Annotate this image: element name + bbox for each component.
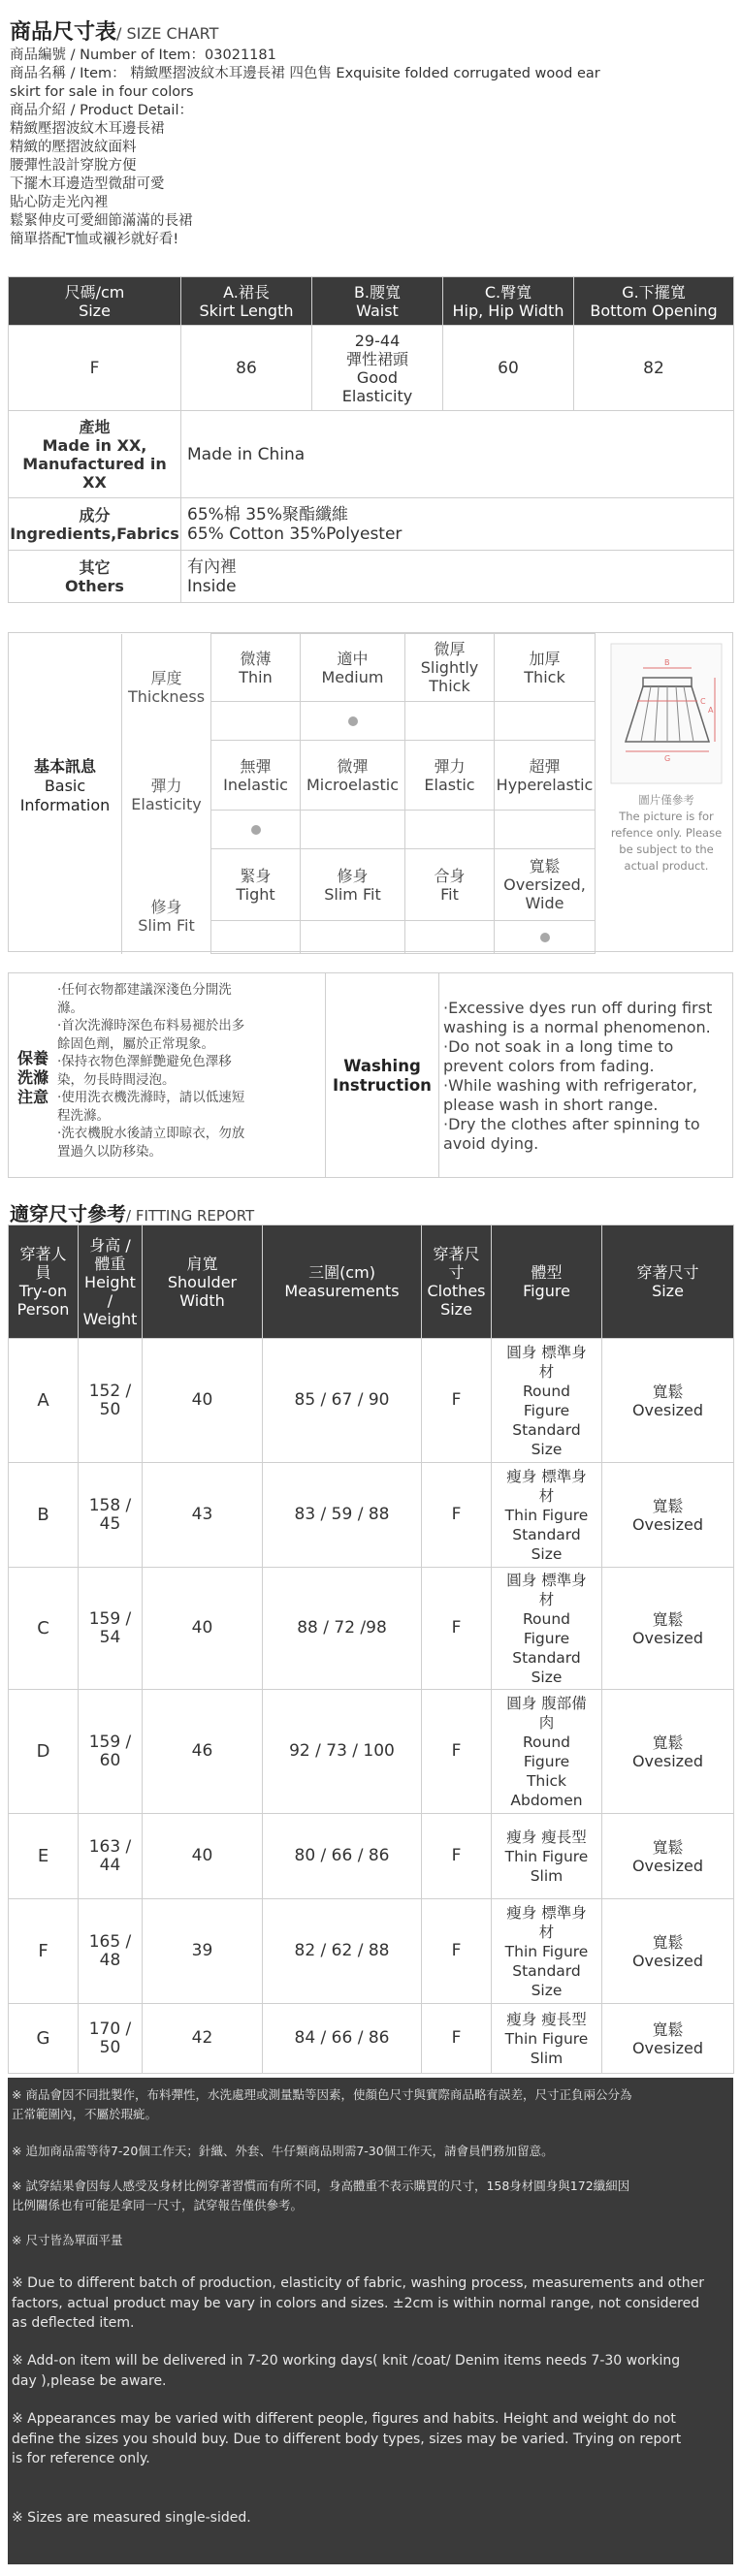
cell-line: Standard	[512, 1961, 581, 1980]
clothes-size-value: F	[451, 1846, 462, 1865]
person-id-cell	[9, 1463, 79, 1568]
note-item	[12, 2142, 729, 2161]
figure-cell	[492, 1339, 602, 1463]
fit-size-cell	[602, 1899, 734, 2004]
note-line: ※ 商品會因不同批製作，布料彈性，水洗處理或測量點等因素，使顏色尺寸與實際商品略有誤差，尺寸正負兩公分為	[12, 2087, 632, 2102]
washing-line: ·Dry the clothes after spinning to	[443, 1115, 700, 1133]
measurements-value: 85 / 67 / 90	[294, 1390, 390, 1410]
note-line: is for reference only.	[12, 2451, 150, 2466]
washing-line: ·使用洗衣機洗滌時，請以低速短	[57, 1090, 245, 1105]
measurements-cell	[263, 1814, 422, 1899]
elasticity-marker-cell	[405, 811, 495, 849]
note-item	[12, 2177, 729, 2215]
cell-line: 寬鬆	[652, 1733, 684, 1752]
note-line: ※ Due to different batch of production, elasticity of fabric, washing process, measurements and other	[12, 2275, 704, 2291]
note-item	[12, 2085, 729, 2124]
waist-cell: 29-44 彈性裙頭 Good Elasticity	[312, 326, 443, 411]
height-weight-cell	[79, 1339, 143, 1463]
product-info-line: 下擺木耳邊造型微甜可愛	[10, 176, 165, 192]
others-row	[9, 551, 734, 603]
clothes-size-value: F	[451, 1505, 462, 1524]
cell-line: 159 /	[88, 1608, 132, 1629]
fit-size-cell	[602, 1568, 734, 1690]
product-info-line: 貼心防走光內裡	[10, 195, 109, 210]
product-info-line: 商品編號 / Number of Item：03021181	[10, 48, 276, 63]
note-line: factors, actual product may be vary in colors and sizes. ±2cm is within normal range, not considered	[12, 2295, 700, 2311]
cell-line: Ovesized	[631, 2038, 704, 2057]
washing-line: ·Do not soak in a long time to	[443, 1037, 674, 1056]
measurements-value: 88 / 72 /98	[297, 1618, 387, 1638]
ingredients-label: 成分 Ingredients,Fabrics	[9, 498, 181, 551]
cell-line: Ovesized	[631, 1856, 704, 1875]
shoulder-cell	[143, 1339, 263, 1463]
note-line: ※ Add-on item will be delivered in 7-20 working days( knit /coat/ Denim items needs 7-30 working	[12, 2353, 681, 2369]
slim-fit-marker-cell	[211, 921, 301, 954]
cell-line: 寬鬆	[652, 1382, 684, 1401]
cell-line: 163 /	[88, 1836, 132, 1857]
shoulder-value: 39	[191, 1941, 213, 1960]
height-weight-cell	[79, 2004, 143, 2074]
washing-line: prevent colors from fading.	[443, 1057, 655, 1075]
person-id-cell	[9, 1690, 79, 1814]
washing-instruction-label: Washing Instruction	[325, 973, 439, 1177]
notes-en-panel	[8, 2262, 733, 2564]
product-info-line: 鬆緊伸皮可愛細節滿滿的長裙	[10, 213, 193, 229]
size-cell: F	[9, 326, 181, 411]
cell-line: Thin Figure	[504, 1506, 589, 1524]
cell-line: 肉	[538, 1713, 555, 1732]
clothes-size-value: F	[451, 1618, 462, 1638]
measure-label-g: G	[664, 754, 671, 763]
origin-label: 產地 Made in XX, Manufactured in XX	[9, 411, 181, 498]
origin-row	[9, 411, 734, 498]
size-table-header-cell: C.臀寬 Hip, Hip Width	[443, 277, 574, 326]
measurements-value: 83 / 59 / 88	[294, 1505, 390, 1524]
thickness-marker-cell	[301, 702, 405, 741]
cell-line: Figure	[523, 1752, 570, 1770]
note-line: day ),please be aware.	[12, 2372, 167, 2389]
cell-line: Standard	[512, 1420, 581, 1439]
figure-cell	[492, 1463, 602, 1568]
measurements-value: 80 / 66 / 86	[294, 1846, 390, 1865]
selected-marker-dot	[540, 933, 550, 942]
fitting-body	[9, 1339, 734, 2074]
cell-line: Standard	[512, 1525, 581, 1543]
measure-label-b: B	[664, 658, 670, 667]
measure-label-c: C	[700, 697, 706, 706]
elasticity-option: 無彈 Inelastic	[211, 741, 301, 811]
fitting-report-title-en: / FITTING REPORT	[126, 1207, 255, 1224]
cell-line: 寬鬆	[652, 1837, 684, 1857]
shoulder-value: 40	[191, 1618, 213, 1638]
fitting-header-cell: 肩寬 Shoulder Width	[143, 1225, 263, 1339]
fitting-header-cell: 三圍(cm) Measurements	[263, 1225, 422, 1339]
cell-line: Thick	[526, 1771, 567, 1790]
fitting-row	[9, 1339, 734, 1463]
figure-cell	[492, 1568, 602, 1690]
cell-line: 圓身 腹部備	[506, 1694, 587, 1712]
cell-line: 寬鬆	[652, 1609, 684, 1629]
product-info	[10, 47, 732, 249]
cell-line: Round	[522, 1733, 571, 1751]
note-line: ※ Sizes are measured single-sided.	[12, 2510, 251, 2526]
cell-line: Ovesized	[631, 1751, 704, 1770]
product-info-line: 精緻的壓摺波紋面料	[10, 140, 137, 155]
person-id: D	[36, 1741, 50, 1762]
elasticity-option: 彈力 Elastic	[405, 741, 495, 811]
cell-line: 48	[99, 1950, 121, 1970]
shoulder-value: 42	[191, 2028, 213, 2048]
measurements-value: 84 / 66 / 86	[294, 2028, 390, 2048]
washing-line: 染，勿長時間浸泡。	[57, 1071, 176, 1088]
washing-instructions-en	[443, 999, 730, 1154]
cell-line: 50	[99, 1399, 121, 1419]
measurements-value: 82 / 62 / 88	[294, 1941, 390, 1960]
fitting-header-cell: 身高 / 體重 Height / Weight	[79, 1225, 143, 1339]
person-id: E	[37, 1846, 49, 1866]
height-weight-cell	[79, 1463, 143, 1568]
cell-line: Figure	[523, 1401, 570, 1419]
figure-cell	[492, 2004, 602, 2074]
cell-line: 瘦身 標準身	[506, 1903, 587, 1922]
shoulder-cell	[143, 1814, 263, 1899]
height-weight-cell	[79, 1899, 143, 2004]
cell-line: Thin Figure	[504, 2029, 589, 2048]
note-item	[12, 2231, 729, 2250]
washing-line: ·Excessive dyes run off during first	[443, 999, 713, 1017]
fitting-header-cell: 穿著尺 寸 Clothes Size	[422, 1225, 492, 1339]
basic-info-panel	[8, 632, 733, 952]
fitting-row	[9, 1814, 734, 1899]
bottom-opening-cell: 82	[574, 326, 734, 411]
cell-line: 60	[99, 1750, 121, 1770]
selected-marker-dot	[251, 825, 261, 835]
clothes-size-cell	[422, 1899, 492, 2004]
cell-line: 寬鬆	[652, 1932, 684, 1952]
note-item	[12, 2274, 729, 2334]
size-table	[8, 276, 734, 603]
size-table-header-cell: 尺碼/cm Size	[9, 277, 181, 326]
measurements-cell	[263, 2004, 422, 2074]
clothes-size-value: F	[451, 2028, 462, 2048]
fitting-row	[9, 2004, 734, 2074]
washing-line: 置過久以防移染。	[57, 1143, 162, 1160]
washing-line: ·While washing with refrigerator,	[443, 1076, 697, 1095]
measure-label-a: A	[708, 706, 714, 715]
cell-line: Slim	[530, 1866, 564, 1885]
person-id: G	[36, 2028, 50, 2049]
cell-line: Ovesized	[631, 1400, 704, 1419]
fitting-header-cell: 穿著人 員 Try-on Person	[9, 1225, 79, 1339]
cell-line: 寬鬆	[652, 1496, 684, 1515]
person-id: A	[37, 1390, 49, 1411]
clothes-size-cell	[422, 1463, 492, 1568]
product-info-line: 商品名稱 / Item： 精緻壓摺波紋木耳邊長裙 四色售 Exquisite folded corrugated wood ear	[10, 66, 600, 81]
cell-line: Figure	[523, 1629, 570, 1647]
fitting-header-row	[9, 1225, 734, 1339]
fitting-row	[9, 1899, 734, 2004]
thickness-option: 微厚 Slightly Thick	[405, 634, 495, 702]
cell-line: Abdomen	[510, 1791, 583, 1809]
selected-marker-dot	[348, 716, 358, 726]
clothes-size-cell	[422, 1339, 492, 1463]
person-id-cell	[9, 1339, 79, 1463]
shoulder-cell	[143, 1899, 263, 2004]
cell-line: Size	[531, 1440, 563, 1458]
cell-line: 54	[99, 1627, 121, 1647]
cell-line: 45	[99, 1513, 121, 1534]
cell-line: 寬鬆	[652, 2019, 684, 2039]
note-line: ※ 試穿結果會因每人感受及身材比例穿著習慣而有所不同，身高體重不表示購買的尺寸，158身材圓身與172纖細因	[12, 2178, 630, 2193]
thickness-option: 適中 Medium	[301, 634, 405, 702]
skirt-length-cell: 86	[181, 326, 312, 411]
measurements-cell	[263, 1339, 422, 1463]
cell-line: 50	[99, 2037, 121, 2057]
skirt-diagram-illustration	[608, 641, 725, 786]
size-table-header-row	[9, 277, 734, 326]
shoulder-cell	[143, 1690, 263, 1814]
clothes-size-cell	[422, 1814, 492, 1899]
person-id-cell	[9, 1568, 79, 1690]
clothes-size-value: F	[451, 1941, 462, 1960]
size-table-header-cell: A.裙長 Skirt Length	[181, 277, 312, 326]
measurements-cell	[263, 1568, 422, 1690]
origin-value: Made in China	[181, 411, 734, 498]
cell-line: Slim	[530, 2049, 564, 2067]
cell-line: 158 /	[88, 1495, 132, 1515]
picture-caption: 圖片僅參考 The picture is for refence only. Please be subject to the actual product.	[610, 793, 723, 873]
height-weight-cell	[79, 1814, 143, 1899]
shoulder-value: 46	[191, 1741, 213, 1761]
cell-line: Size	[531, 1668, 563, 1686]
cell-line: Round	[522, 1382, 571, 1400]
clothes-size-cell	[422, 2004, 492, 2074]
elasticity-marker-cell	[211, 811, 301, 849]
slim-fit-option: 合身 Fit	[405, 849, 495, 921]
size-chart-title-en: / SIZE CHART	[116, 24, 219, 43]
elasticity-marker-cell	[301, 811, 405, 849]
washing-line: 程洗滌。	[57, 1107, 110, 1124]
product-info-line: 精緻壓摺波紋木耳邊長裙	[10, 121, 165, 137]
person-id: B	[37, 1505, 49, 1525]
note-line: ※ 追加商品需等待7-20個工作天；針織、外套、牛仔類商品則需7-30個工作天，請會員們務加留意。	[12, 2144, 554, 2158]
clothes-size-cell	[422, 1568, 492, 1690]
fitting-header-cell: 體型 Figure	[492, 1225, 602, 1339]
elasticity-option: 微彈 Microelastic	[301, 741, 405, 811]
cell-line: 瘦身 瘦長型	[506, 1828, 587, 1846]
height-weight-cell	[79, 1568, 143, 1690]
slim-fit-marker-cell	[301, 921, 405, 954]
measurements-cell	[263, 1899, 422, 2004]
washing-line: please wash in short range.	[443, 1096, 659, 1114]
cell-line: Ovesized	[631, 1951, 704, 1970]
clothes-size-value: F	[451, 1741, 462, 1761]
clothes-size-cell	[422, 1690, 492, 1814]
figure-cell	[492, 1690, 602, 1814]
cell-line: 44	[99, 1855, 121, 1875]
elasticity-marker-cell	[495, 811, 596, 849]
cell-line: Standard	[512, 1648, 581, 1667]
product-info-line: 腰彈性設計穿脫方便	[10, 158, 137, 174]
note-line: as deflected item.	[12, 2315, 135, 2331]
measurements-cell	[263, 1690, 422, 1814]
measurements-value: 92 / 73 / 100	[289, 1741, 395, 1761]
shoulder-cell	[143, 2004, 263, 2074]
product-info-line: skirt for sale in four colors	[10, 84, 194, 100]
shoulder-cell	[143, 1568, 263, 1690]
figure-cell	[492, 1899, 602, 2004]
hip-cell: 60	[443, 326, 574, 411]
slim-fit-marker-cell	[405, 921, 495, 954]
height-weight-cell	[79, 1690, 143, 1814]
fit-size-cell	[602, 1690, 734, 1814]
fit-size-cell	[602, 1814, 734, 1899]
elasticity-option: 超彈 Hyperelastic	[495, 741, 596, 811]
fitting-report-header	[10, 1198, 254, 1226]
fitting-row	[9, 1690, 734, 1814]
cell-line: 170 /	[88, 2019, 132, 2039]
person-id: F	[38, 1941, 48, 1961]
slim-fit-option: 寬鬆 Oversized, Wide	[495, 849, 596, 921]
cell-line: Ovesized	[631, 1514, 704, 1534]
note-line: ※ 尺寸皆為單面平量	[12, 2233, 123, 2247]
fitting-table	[8, 1224, 734, 2074]
cell-line: Round	[522, 1609, 571, 1628]
washing-instructions-zh	[57, 981, 325, 1161]
note-line: define the sizes you should buy. Due to different body types, sizes may be varied. Trying on report	[12, 2431, 682, 2447]
thickness-option: 微薄 Thin	[211, 634, 301, 702]
ingredients-value: 65%棉 35%聚酯纖維 65% Cotton 35%Polyester	[181, 498, 734, 551]
cell-line: 圓身 標準身	[506, 1571, 587, 1589]
fit-size-cell	[602, 2004, 734, 2074]
cell-line: 材	[538, 1486, 555, 1505]
thickness-option: 加厚 Thick	[495, 634, 596, 702]
washing-line: avoid dying.	[443, 1134, 539, 1153]
washing-line: 滌。	[57, 1000, 83, 1016]
ingredients-row	[9, 498, 734, 551]
cell-line: Thin Figure	[504, 1942, 589, 1960]
size-chart-header	[10, 16, 218, 46]
person-id-cell	[9, 2004, 79, 2074]
cell-line: Size	[531, 1981, 563, 1999]
others-label: 其它 Others	[9, 551, 181, 603]
measurements-cell	[263, 1463, 422, 1568]
elasticity-label: 彈力 Elasticity	[122, 741, 211, 849]
size-table-header-cell: B.腰寬 Waist	[312, 277, 443, 326]
cell-line: 165 /	[88, 1931, 132, 1952]
cell-line: 材	[538, 1362, 555, 1381]
thickness-marker-cell	[211, 702, 301, 741]
fitting-row	[9, 1463, 734, 1568]
cell-line: 材	[538, 1590, 555, 1608]
notes-zh-panel	[8, 2078, 733, 2262]
washing-title: 保養 洗滌 注意	[16, 1049, 48, 1106]
washing-panel	[8, 972, 733, 1178]
cell-line: Size	[531, 1544, 563, 1563]
note-item	[12, 2351, 729, 2391]
washing-line: ·首次洗滌時深色布料易褪於出多	[57, 1018, 245, 1034]
slim-fit-marker-cell	[495, 921, 596, 954]
washing-line: 餘固色劑，屬於正常現象。	[57, 1035, 214, 1052]
figure-cell	[492, 1814, 602, 1899]
fit-size-cell	[602, 1339, 734, 1463]
size-table-header-cell: G.下擺寬 Bottom Opening	[574, 277, 734, 326]
shoulder-cell	[143, 1463, 263, 1568]
shoulder-value: 43	[191, 1505, 213, 1524]
note-line: ※ Appearances may be varied with different people, figures and habits. Height and weight do not	[12, 2411, 676, 2427]
fit-size-cell	[602, 1463, 734, 1568]
note-line: 比例關係也有可能是拿同一尺寸，試穿報告僅供參考。	[12, 2198, 304, 2212]
thickness-marker-cell	[405, 702, 495, 741]
washing-line: ·保持衣物色澤鮮艷避免色澤移	[57, 1054, 232, 1069]
cell-line: 瘦身 標準身	[506, 1467, 587, 1485]
others-value: 有內裡 Inside	[181, 551, 734, 603]
product-info-line: 簡單搭配T恤或襯衫就好看!	[10, 232, 179, 247]
shoulder-value: 40	[191, 1846, 213, 1865]
cell-line: Ovesized	[631, 1628, 704, 1647]
cell-line: 材	[538, 1923, 555, 1941]
cell-line: 圓身 標準身	[506, 1343, 587, 1361]
fitting-row	[9, 1568, 734, 1690]
size-table-row	[9, 326, 734, 411]
basic-info-title: 基本訊息 Basic Information	[19, 757, 111, 814]
note-line: 正常範圍內，不屬於瑕疵。	[12, 2107, 158, 2121]
washing-line: ·洗衣機脫水後請立即晾衣，勿放	[57, 1126, 245, 1141]
washing-line: washing is a normal phenomenon.	[443, 1018, 711, 1036]
clothes-size-value: F	[451, 1390, 462, 1410]
cell-line: 瘦身 瘦長型	[506, 2010, 587, 2028]
person-id-cell	[9, 1899, 79, 2004]
note-item	[12, 2409, 729, 2469]
shoulder-value: 40	[191, 1390, 213, 1410]
person-id: C	[37, 1618, 49, 1638]
fitting-header-cell: 穿著尺寸 Size	[602, 1225, 734, 1339]
thickness-marker-cell	[495, 702, 596, 741]
slim-fit-label: 修身 Slim Fit	[122, 849, 211, 954]
size-chart-title-zh: 商品尺寸表	[10, 20, 117, 45]
skirt-diagram	[608, 641, 725, 875]
thickness-label: 厚度 Thickness	[122, 634, 211, 741]
cell-line: 152 /	[88, 1381, 132, 1401]
person-id-cell	[9, 1814, 79, 1899]
washing-line: ·任何衣物都建議深淺色分開洗	[57, 982, 232, 998]
cell-line: 159 /	[88, 1732, 132, 1752]
cell-line: Thin Figure	[504, 1847, 589, 1865]
fitting-report-title-zh: 適穿尺寸參考	[10, 1202, 126, 1225]
note-item	[12, 2508, 729, 2528]
slim-fit-option: 修身 Slim Fit	[301, 849, 405, 921]
basic-info-grid	[121, 633, 596, 954]
slim-fit-option: 緊身 Tight	[211, 849, 301, 921]
product-info-line: 商品介紹 / Product Detail：	[10, 103, 193, 118]
